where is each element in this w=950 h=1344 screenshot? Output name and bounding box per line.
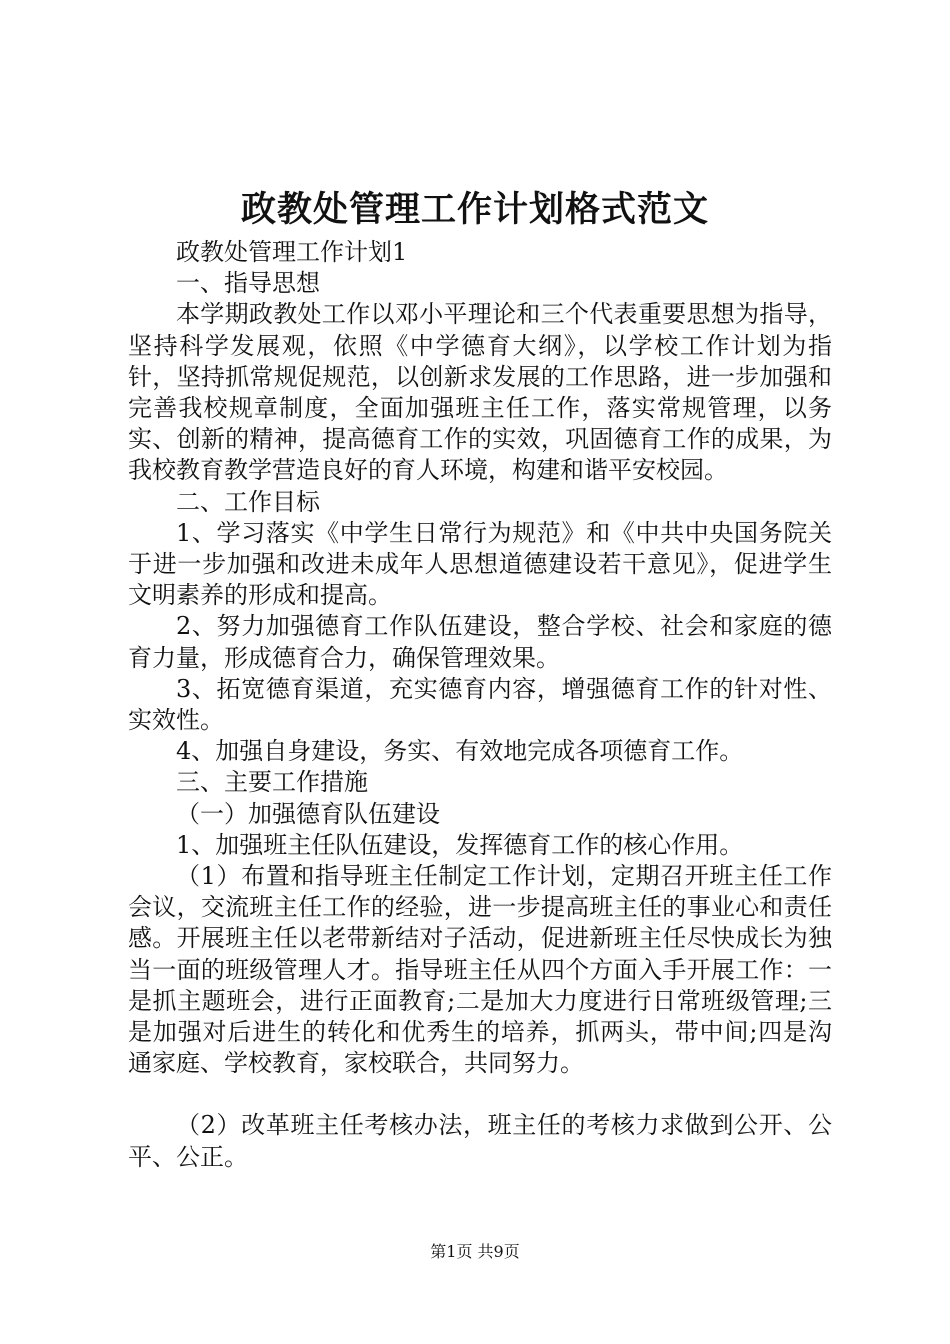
- paragraph-goal-2: 2、努力加强德育工作队伍建设，整合学校、社会和家庭的德育力量，形成德育合力，确保管理效果。: [128, 612, 832, 672]
- section-heading-plan: 政教处管理工作计划1: [176, 238, 408, 266]
- paragraph-measure-1-1: （1）布置和指导班主任制定工作计划，定期召开班主任工作会议，交流班主任工作的经验，进一步提高班主任的事业心和责任感。开展班主任以老带新结对子活动，促进新班主任尽快成长为独当一面的班级管理人才。指导班主任从四个方面入手开展工作：一是抓主题班会，进行正面教育;二是加大力度进行日常班级管理;三是加强对后进生的转化和优秀生的培养，抓两头，带中间;四是沟通家庭、学校教育，家校联合，共同努力。: [128, 862, 832, 1078]
- paragraph-guiding-thought: 本学期政教处工作以邓小平理论和三个代表重要思想为指导，坚持科学发展观，依照《中学德育大纲》，以学校工作计划为指针，坚持抓常规促规范，以创新求发展的工作思路，进一步加强和完善我校规章制度，全面加强班主任工作，落实常规管理，以务实、创新的精神，提高德育工作的实效，巩固德育工作的成果，为我校教育教学营造良好的育人环境，构建和谐平安校园。: [128, 300, 832, 485]
- subsection-heading-team-building: （一）加强德育队伍建设: [176, 799, 440, 828]
- document-body: [128, 237, 832, 1173]
- section-heading-guiding-thought: 一、指导思想: [176, 269, 320, 298]
- document-title: 政教处管理工作计划格式范文: [240, 189, 709, 230]
- paragraph-measure-1-2: （2）改革班主任考核办法，班主任的考核力求做到公开、公平、公正。: [128, 1111, 832, 1171]
- section-heading-work-goals: 二、工作目标: [176, 487, 320, 516]
- paragraph-goal-3: 3、拓宽德育渠道，充实德育内容，增强德育工作的针对性、实效性。: [128, 674, 832, 735]
- paragraph-goal-1: 1、学习落实《中学生日常行为规范》和《中共中央国务院关于进一步加强和改进未成年人思想道德建设若干意见》，促进学生文明素养的形成和提高。: [128, 518, 832, 610]
- section-heading-main-measures: 三、主要工作措施: [176, 768, 368, 797]
- paragraph-goal-4: 4、加强自身建设，务实、有效地完成各项德育工作。: [176, 737, 744, 766]
- paragraph-measure-1: 1、加强班主任队伍建设，发挥德育工作的核心作用。: [176, 830, 744, 859]
- page-footer: 第1页 共9页: [430, 1242, 520, 1261]
